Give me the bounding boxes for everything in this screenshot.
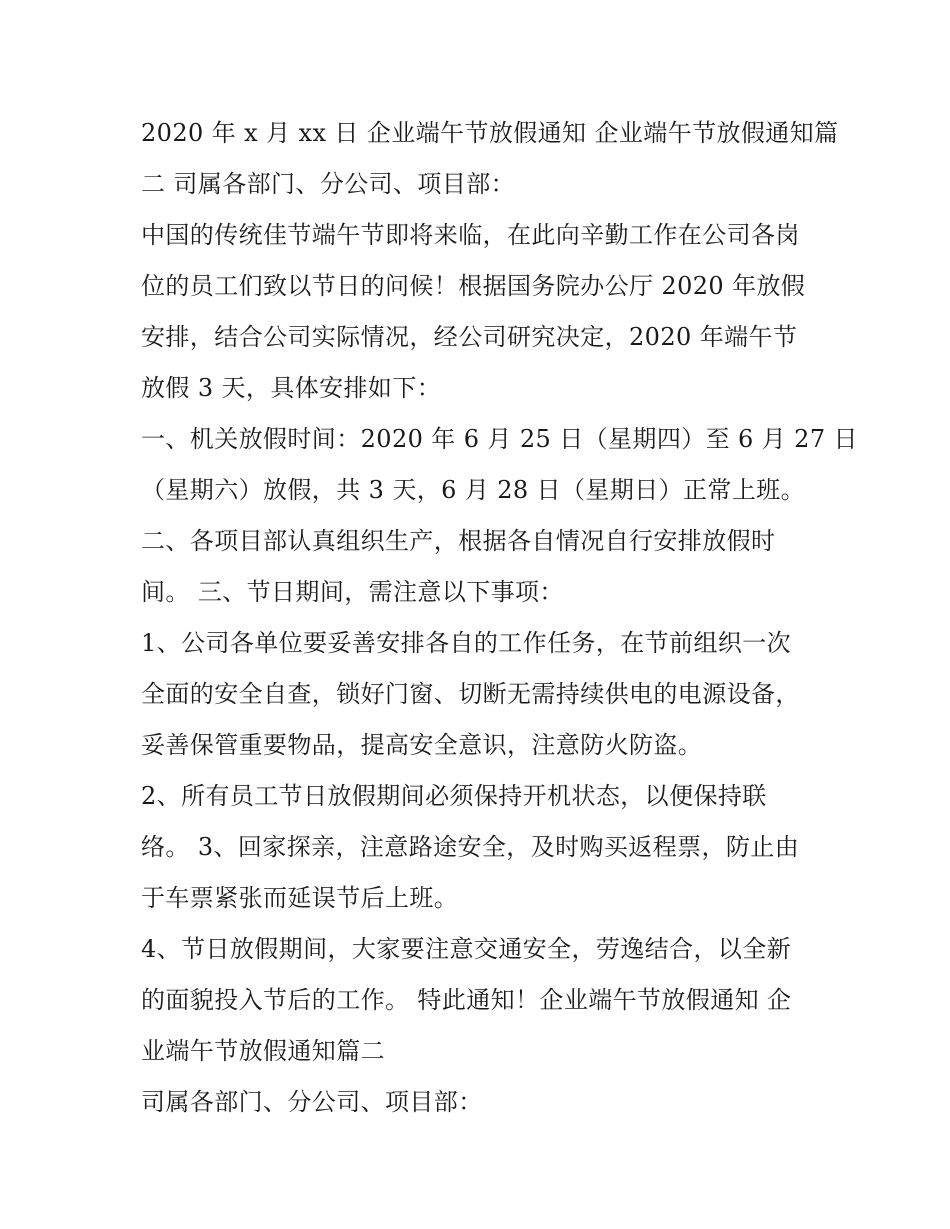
text-line: （星期六）放假，共 3 天，6 月 28 日（星期日）正常上班。 xyxy=(141,476,806,504)
text-line: 2、所有员工节日放假期间必须保持开机状态，以便保持联 xyxy=(141,782,767,810)
text-line: 4、节日放假期间，大家要注意交通安全，劳逸结合，以全新 xyxy=(141,935,792,963)
text-line: 间。 三、节日期间，需注意以下事项： xyxy=(141,578,564,606)
text-line: 络。 3、回家探亲，注意路途安全，及时购买返程票，防止由 xyxy=(141,833,800,861)
text-line: 于车票紧张而延误节后上班。 xyxy=(141,884,459,912)
text-line: 放假 3 天，具体安排如下： xyxy=(141,374,442,402)
text-line: 安排，结合公司实际情况，经公司研究决定，2020 年端午节 xyxy=(141,323,798,351)
text-line: 二 司属各部门、分公司、项目部： xyxy=(141,170,516,198)
text-line: 的面貌投入节后的工作。 特此通知！企业端午节放假通知 企 xyxy=(141,986,792,1014)
document-body xyxy=(141,108,858,1128)
text-line: 业端午节放假通知篇二 xyxy=(141,1037,385,1065)
text-line: 全面的安全自查，锁好门窗、切断无需持续供电的电源设备， xyxy=(141,680,800,708)
text-line: 中国的传统佳节端午节即将来临，在此向辛勤工作在公司各岗 xyxy=(141,221,800,249)
text-line: 妥善保管重要物品，提高安全意识，注意防火防盗。 xyxy=(141,731,703,759)
text-line: 司属各部门、分公司、项目部： xyxy=(141,1088,483,1116)
text-line: 位的员工们致以节日的问候！根据国务院办公厅 2020 年放假 xyxy=(141,272,806,300)
text-line: 二、各项目部认真组织生产，根据各自情况自行安排放假时 xyxy=(141,527,776,555)
text-line: 2020 年 x 月 xx 日 企业端午节放假通知 企业端午节放假通知篇 xyxy=(141,119,839,147)
text-line: 一、机关放假时间：2020 年 6 月 25 日（星期四）至 6 月 27 日 xyxy=(141,425,858,453)
text-line: 1、公司各单位要妥善安排各自的工作任务，在节前组织一次 xyxy=(141,629,792,657)
